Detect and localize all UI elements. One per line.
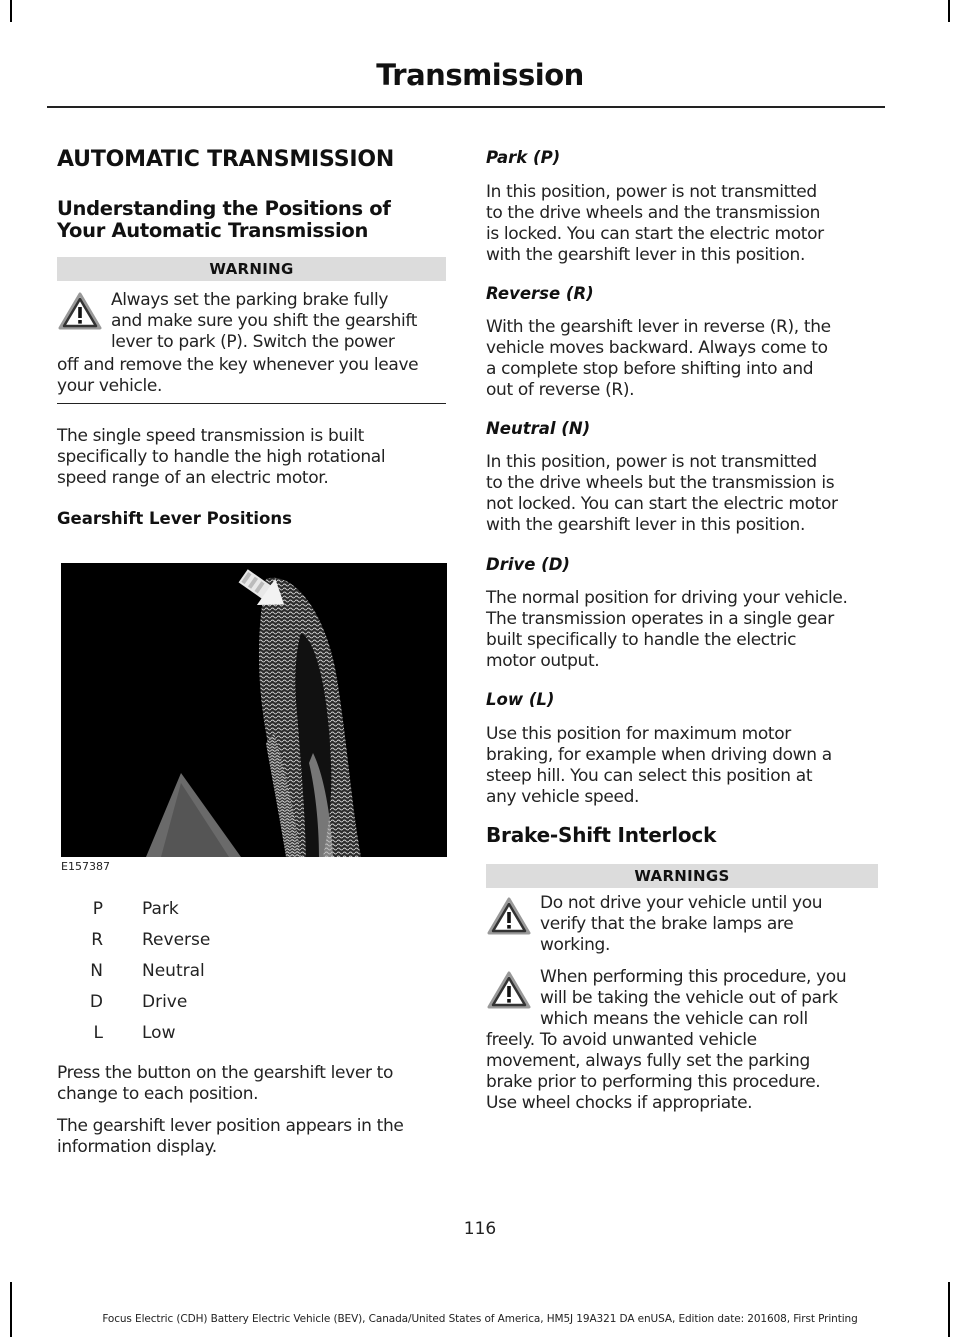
warning-text-line1: Always set the parking brake fully — [111, 290, 389, 310]
drive-title: Drive (D) — [486, 555, 570, 574]
park-line4: with the gearshift lever in this position. — [486, 245, 806, 265]
drive-line1: The normal position for driving your vehicle. — [486, 588, 848, 608]
positions-heading: Gearshift Lever Positions — [57, 509, 292, 528]
warning-triangle-icon — [486, 896, 532, 936]
section-title: AUTOMATIC TRANSMISSION — [57, 147, 395, 172]
crop-mark — [948, 0, 950, 22]
drive-line3: built specifically to handle the electric — [486, 630, 797, 650]
warning-text-line4: off and remove the key whenever you leave — [57, 355, 419, 375]
warning-triangle-icon — [57, 291, 103, 331]
reverse-line3: a complete stop before shifting into and — [486, 359, 814, 379]
warning2-line5: movement, always fully set the parking — [486, 1051, 810, 1071]
reverse-title: Reverse (R) — [486, 284, 594, 303]
drive-line2: The transmission operates in a single gear — [486, 609, 834, 629]
neutral-line1: In this position, power is not transmitted — [486, 452, 817, 472]
reverse-line1: With the gearshift lever in reverse (R), the — [486, 317, 831, 337]
warning2-line2: will be taking the vehicle out of park — [540, 988, 838, 1008]
park-line1: In this position, power is not transmitted — [486, 182, 817, 202]
position-name: Low — [142, 1023, 176, 1043]
subsection-title-line1: Understanding the Positions of — [57, 197, 391, 220]
warnings-label: WARNINGS — [486, 864, 878, 888]
warning2-line1: When performing this procedure, you — [540, 967, 847, 987]
neutral-title: Neutral (N) — [486, 419, 591, 438]
reverse-line4: out of reverse (R). — [486, 380, 635, 400]
interlock-title: Brake-Shift Interlock — [486, 823, 717, 847]
position-name: Drive — [142, 992, 188, 1012]
neutral-line3: not locked. You can start the electric motor — [486, 494, 838, 514]
crop-mark — [948, 1282, 950, 1337]
low-line3: steep hill. You can select this position at — [486, 766, 813, 786]
warning2-line7: Use wheel chocks if appropriate. — [486, 1093, 753, 1113]
park-line3: is locked. You can start the electric motor — [486, 224, 824, 244]
page-footer: Focus Electric (CDH) Battery Electric Vehicle (BEV), Canada/United States of America, HM5J 19A321 DA enUSA, Edition date: 201608, First Printing — [102, 1313, 858, 1325]
press-line2: change to each position. — [57, 1084, 259, 1104]
reverse-line2: vehicle moves backward. Always come to — [486, 338, 828, 358]
intro-line2: specifically to handle the high rotational — [57, 447, 386, 467]
intro-line1: The single speed transmission is built — [57, 426, 364, 446]
drive-line4: motor output. — [486, 651, 600, 671]
park-title: Park (P) — [486, 148, 561, 167]
position-letter: L — [93, 1023, 103, 1043]
page-number: 116 — [463, 1219, 497, 1239]
press-line1: Press the button on the gearshift lever to — [57, 1063, 394, 1083]
park-line2: to the drive wheels and the transmission — [486, 203, 821, 223]
warning2-line4: freely. To avoid unwanted vehicle — [486, 1030, 757, 1050]
position-name: Reverse — [142, 930, 211, 950]
gearshift-lever-image — [61, 563, 447, 857]
intro-line3: speed range of an electric motor. — [57, 468, 329, 488]
display-line2: information display. — [57, 1137, 217, 1157]
neutral-line2: to the drive wheels but the transmission is — [486, 473, 835, 493]
warning1-line3: working. — [540, 935, 611, 955]
low-line2: braking, for example when driving down a — [486, 745, 832, 765]
warning1-line1: Do not drive your vehicle until you — [540, 893, 823, 913]
warning-label: WARNING — [57, 257, 446, 281]
position-letter: N — [90, 961, 103, 981]
crop-mark — [10, 1282, 12, 1337]
low-line1: Use this position for maximum motor — [486, 724, 791, 744]
crop-mark — [10, 0, 12, 22]
header-divider — [47, 106, 885, 108]
figure-code: E157387 — [61, 860, 110, 873]
warning-text-line2: and make sure you shift the gearshift — [111, 311, 418, 331]
subsection-title-line2: Your Automatic Transmission — [57, 219, 369, 242]
position-name: Park — [142, 899, 179, 919]
warning2-line3: which means the vehicle can roll — [540, 1009, 808, 1029]
position-letter: R — [91, 930, 103, 950]
warning-triangle-icon — [486, 970, 532, 1010]
warning-text-line3: lever to park (P). Switch the power — [111, 332, 395, 352]
position-letter: P — [92, 899, 103, 919]
page-header-title: Transmission — [376, 58, 584, 92]
position-name: Neutral — [142, 961, 205, 981]
low-line4: any vehicle speed. — [486, 787, 640, 807]
warning2-line6: brake prior to performing this procedure. — [486, 1072, 821, 1092]
neutral-line4: with the gearshift lever in this position. — [486, 515, 806, 535]
warning1-line2: verify that the brake lamps are — [540, 914, 794, 934]
display-line1: The gearshift lever position appears in the — [57, 1116, 404, 1136]
low-title: Low (L) — [486, 690, 555, 709]
warning-text-line5: your vehicle. — [57, 376, 163, 396]
warning-divider — [57, 403, 446, 404]
position-letter: D — [89, 992, 103, 1012]
